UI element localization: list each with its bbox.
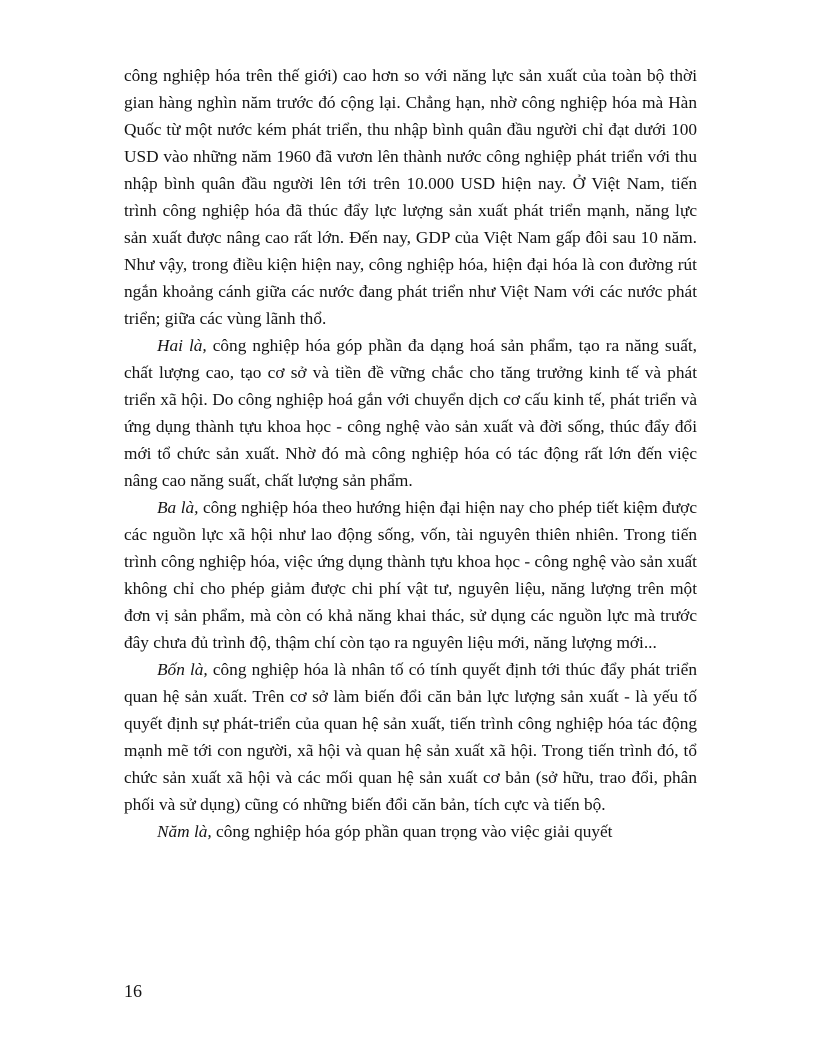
paragraph-hai-la [124, 332, 697, 494]
paragraph-text: công nghiệp hóa là nhân tố có tính quyết định tới thúc đẩy phát triển quan hệ sản xuất. Trên cơ sở làm biến đổi căn bản lực lượng sản xuất - là yếu tố quyết định sự phát-triển của quan hệ sản xuất, tiến trình công nghiệp hóa tác động mạnh mẽ tới con người, xã hội và quan hệ sản xuất xã hội. Trong tiến trình đó, tổ chức sản xuất xã hội và các mối quan hệ sản xuất cơ bản (sở hữu, trao đổi, phân phối và sử dụng) cũng có những biến đổi căn bản, tích cực và tiến bộ. [124, 660, 697, 814]
paragraph-lead: Ba là, [157, 498, 199, 517]
paragraph-text: công nghiệp hóa góp phần đa dạng hoá sản phẩm, tạo ra năng suất, chất lượng cao, tạo cơ sở và tiền đề vững chắc cho tăng trưởng kinh tế và phát triển xã hội. Do công nghiệp hoá gắn với chuyển dịch cơ cấu kinh tế, phát triển và ứng dụng thành tựu khoa học - công nghệ vào sản xuất và đời sống, thúc đẩy đổi mới tổ chức sản xuất. Nhờ đó mà công nghiệp hóa có tác động rất lớn đến việc nâng cao năng suất, chất lượng sản phẩm. [124, 336, 698, 490]
paragraph-text: công nghiệp hóa theo hướng hiện đại hiện nay cho phép tiết kiệm được các nguồn lực xã hội như lao động sống, vốn, tài nguyên thiên nhiên. Trong tiến trình công nghiệp hóa, việc ứng dụng thành tựu khoa học - công nghệ vào sản xuất không chỉ cho phép giảm được chi phí vật tư, nguyên liệu, năng lượng trên một đơn vị sản phẩm, mà còn có khả năng khai thác, sử dụng các nguồn lực mà trước đây chưa đủ trình độ, thậm chí còn tạo ra nguyên liệu mới, năng lượng mới... [124, 498, 697, 652]
paragraph-ba-la [124, 494, 697, 656]
paragraph-lead: Hai là, [157, 336, 207, 355]
page-number: 16 [124, 981, 142, 1001]
paragraph-lead: Bốn là, [157, 660, 208, 679]
paragraph-nam-la [124, 818, 697, 845]
body-text [124, 62, 697, 845]
paragraph-bon-la [124, 656, 697, 818]
paragraph-text: công nghiệp hóa trên thế giới) cao hơn so với năng lực sản xuất của toàn bộ thời gian hàng nghìn năm trước đó cộng lại. Chẳng hạn, nhờ công nghiệp hóa mà Hàn Quốc từ một nước kém phát triển, thu nhập bình quân đầu người chỉ đạt dưới 100 USD vào những năm 1960 đã vươn lên thành nước công nghiệp phát triển với thu nhập bình quân đầu người lên tới trên 10.000 USD hiện nay. Ở Việt Nam, tiến trình công nghiệp hóa đã thúc đẩy lực lượng sản xuất phát triển mạnh, năng lực sản xuất được nâng cao rất lớn. Đến nay, GDP của Việt Nam gấp đôi sau 10 năm. Như vậy, trong điều kiện hiện nay, công nghiệp hóa, hiện đại hóa là con đường rút ngắn khoảng cánh giữa các nước đang phát triển như Việt Nam với các nước phát triển; giữa các vùng lãnh thổ. [124, 66, 697, 328]
paragraph-lead: Năm là, [157, 822, 212, 841]
paragraph-continuation [124, 62, 697, 332]
paragraph-text: công nghiệp hóa góp phần quan trọng vào việc giải quyết [211, 822, 613, 841]
